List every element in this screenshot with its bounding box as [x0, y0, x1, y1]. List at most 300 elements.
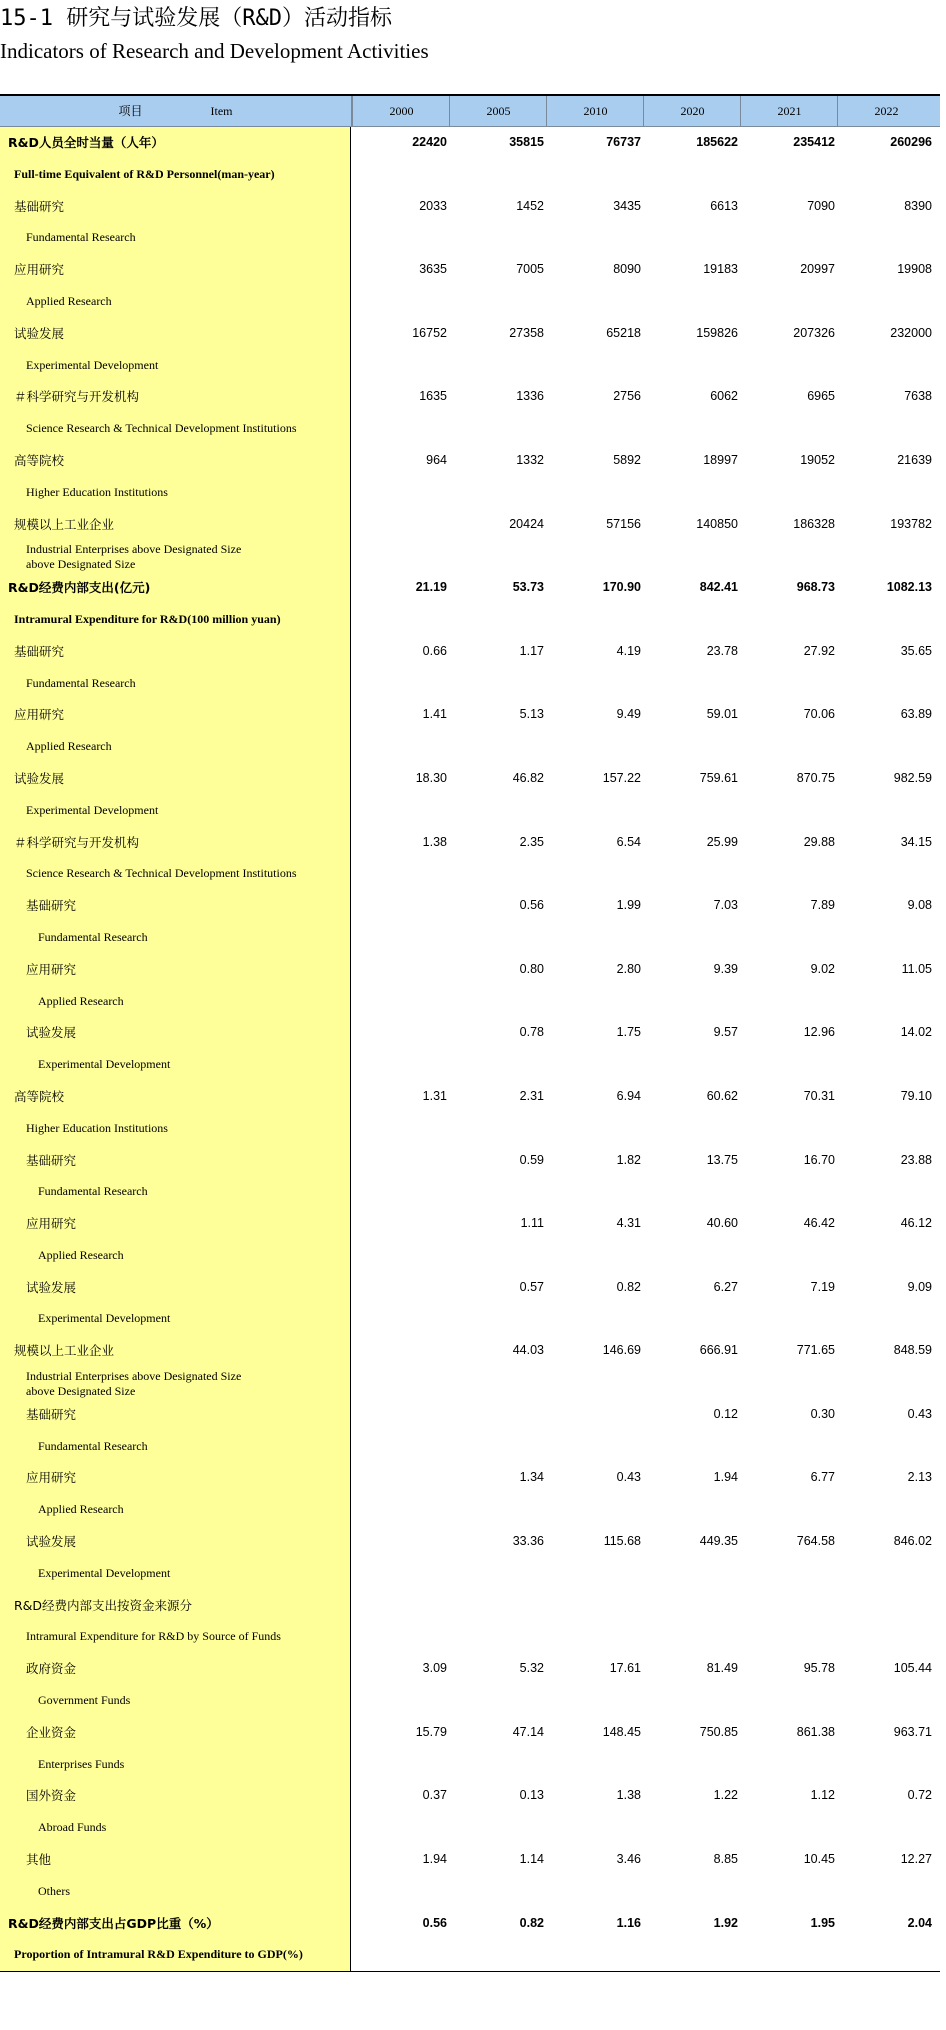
value-cell: 2.31 [519, 1088, 544, 1103]
row-label: Higher Education Institutions [26, 1120, 168, 1135]
table-row [0, 858, 940, 890]
row-label-cell [0, 1812, 351, 1844]
value-cell: 40.60 [706, 1216, 738, 1231]
table-row [0, 445, 940, 477]
row-label: Experimental Development [26, 802, 159, 817]
table-row [0, 1749, 940, 1781]
value-cell: 157.22 [602, 770, 641, 785]
value-cell: 1.17 [519, 643, 544, 658]
table-row [0, 636, 940, 668]
value-cell: 3.46 [616, 1852, 641, 1867]
row-label-cell [0, 1017, 351, 1049]
value-cell: 1.99 [616, 898, 641, 913]
value-cell: 34.15 [900, 834, 932, 849]
value-cell: 13.75 [706, 1152, 738, 1167]
row-label: ＃科学研究与开发机构 [14, 389, 140, 405]
header-year: 2000 [352, 96, 450, 126]
row-label-cell [0, 890, 351, 922]
row-label: R&D经费内部支出按资金来源分 [14, 1597, 193, 1613]
row-label: Applied Research [26, 739, 112, 754]
table-row [0, 1653, 940, 1685]
value-cell: 235412 [793, 135, 835, 149]
value-cell: 2033 [419, 198, 447, 213]
row-label-cell [0, 1939, 351, 1971]
header-year: 2020 [643, 96, 741, 126]
row-label-cell [0, 1462, 351, 1494]
value-cell: 22420 [412, 135, 447, 149]
row-label: 试验发展 [26, 1534, 77, 1550]
row-label: Industrial Enterprises above Designated Size [26, 1369, 242, 1384]
value-cell: 0.30 [810, 1406, 835, 1421]
table-row [0, 1113, 940, 1145]
value-cell: 33.36 [512, 1534, 544, 1549]
header-year: 2005 [449, 96, 547, 126]
value-cell: 260296 [890, 135, 932, 149]
value-cell: 76737 [606, 135, 641, 149]
row-label-cell [0, 1717, 351, 1749]
row-label-cell [0, 1208, 351, 1240]
table-row [0, 1621, 940, 1653]
value-cell: 159826 [696, 325, 738, 340]
row-label: Fundamental Research [26, 675, 136, 690]
row-label-cell [0, 1749, 351, 1781]
value-cell: 964 [426, 452, 447, 467]
table-row [0, 668, 940, 700]
row-label: Fundamental Research [38, 1184, 148, 1199]
table-row [0, 222, 940, 254]
value-cell: 7005 [516, 262, 544, 277]
row-label: 规模以上工业企业 [14, 516, 115, 532]
table-row [0, 731, 940, 763]
table-row [0, 572, 940, 604]
row-label: 基础研究 [14, 643, 65, 659]
value-cell: 7.19 [810, 1279, 835, 1294]
row-label-cell [0, 350, 351, 382]
row-label-cell [0, 1240, 351, 1272]
value-cell: 1635 [419, 389, 447, 404]
value-cell: 6613 [710, 198, 738, 213]
value-cell: 2.04 [907, 1915, 932, 1930]
row-label: 基础研究 [14, 198, 65, 214]
row-label: R&D经费内部支出占GDP比重（%） [8, 1915, 219, 1931]
value-cell: 1.16 [616, 1915, 641, 1930]
table-row [0, 286, 940, 318]
value-cell: 29.88 [803, 834, 835, 849]
table-row [0, 1367, 940, 1399]
value-cell: 3435 [613, 198, 641, 213]
value-cell: 11.05 [901, 961, 932, 976]
table-row [0, 413, 940, 445]
row-label-cell [0, 1844, 351, 1876]
row-label: Fundamental Research [38, 929, 148, 944]
table-row [0, 1176, 940, 1208]
row-label: Enterprises Funds [38, 1756, 125, 1771]
value-cell: 6965 [807, 389, 835, 404]
value-cell: 207326 [793, 325, 835, 340]
row-label-cell [0, 827, 351, 859]
row-label-cell [0, 1113, 351, 1145]
table-row [0, 922, 940, 954]
value-cell: 25.99 [706, 834, 738, 849]
value-cell: 1.95 [810, 1915, 835, 1930]
table-row [0, 1399, 940, 1431]
table-row [0, 1939, 940, 1971]
row-label: 试验发展 [26, 1279, 77, 1295]
row-label-cell [0, 1876, 351, 1908]
value-cell: 4.19 [616, 643, 641, 658]
value-cell: 0.66 [422, 643, 447, 658]
value-cell: 1.94 [422, 1852, 447, 1867]
value-cell: 12.96 [803, 1025, 835, 1040]
value-cell: 1336 [516, 389, 544, 404]
value-cell: 95.78 [803, 1661, 835, 1676]
value-cell: 1.75 [616, 1025, 641, 1040]
value-cell: 12.27 [900, 1852, 932, 1867]
row-label-cell [0, 191, 351, 223]
table-row [0, 763, 940, 795]
value-cell: 1.11 [520, 1216, 544, 1231]
value-cell: 19183 [703, 262, 738, 277]
value-cell: 0.43 [616, 1470, 641, 1485]
value-cell: 81.49 [706, 1661, 738, 1676]
value-cell: 6.94 [616, 1088, 641, 1103]
row-label-cell [0, 1049, 351, 1081]
indicators-table [0, 94, 940, 1971]
value-cell: 6.77 [810, 1470, 835, 1485]
value-cell: 65218 [606, 325, 641, 340]
value-cell: 861.38 [796, 1724, 835, 1739]
row-label: Science Research & Technical Development Institutions [26, 866, 297, 881]
value-cell: 764.58 [796, 1534, 835, 1549]
value-cell: 759.61 [699, 770, 738, 785]
row-label-cell [0, 1367, 351, 1399]
value-cell: 35815 [509, 135, 544, 149]
value-cell: 140850 [696, 516, 738, 531]
value-cell: 27358 [509, 325, 544, 340]
table-row [0, 1526, 940, 1558]
value-cell: 18.30 [415, 770, 447, 785]
value-cell: 0.56 [519, 898, 544, 913]
table-row [0, 540, 940, 572]
row-label: Applied Research [26, 293, 112, 308]
value-cell: 5.13 [519, 707, 544, 722]
row-label: 规模以上工业企业 [14, 1343, 115, 1359]
row-label-cell [0, 318, 351, 350]
row-label-cell [0, 1335, 351, 1367]
table-row [0, 986, 940, 1018]
row-label-cell [0, 636, 351, 668]
value-cell: 19052 [800, 452, 835, 467]
value-cell: 115.68 [603, 1534, 641, 1549]
value-cell: 170.90 [602, 580, 641, 595]
row-label-cell [0, 1780, 351, 1812]
value-cell: 46.12 [900, 1216, 932, 1231]
row-label: 应用研究 [14, 707, 65, 723]
row-label-cell [0, 1431, 351, 1463]
row-label: 企业资金 [26, 1724, 77, 1740]
table-row [0, 1272, 940, 1304]
value-cell: 185622 [696, 135, 738, 149]
value-cell: 1.12 [810, 1788, 835, 1803]
table-row [0, 509, 940, 541]
value-cell: 10.45 [803, 1852, 835, 1867]
value-cell: 1332 [516, 452, 544, 467]
value-cell: 870.75 [796, 770, 835, 785]
value-cell: 848.59 [893, 1343, 932, 1358]
value-cell: 7.89 [810, 898, 835, 913]
row-label: Applied Research [38, 1247, 124, 1262]
value-cell: 23.88 [900, 1152, 932, 1167]
table-row [0, 1240, 940, 1272]
value-cell: 20997 [800, 262, 835, 277]
table-row [0, 254, 940, 286]
table-row [0, 1303, 940, 1335]
value-cell: 7.03 [713, 898, 738, 913]
value-cell: 0.78 [519, 1025, 544, 1040]
value-cell: 0.56 [422, 1915, 447, 1930]
row-label: 试验发展 [26, 1025, 77, 1041]
value-cell: 15.79 [415, 1724, 447, 1739]
row-label-cell [0, 159, 351, 191]
value-cell: 53.73 [512, 580, 544, 595]
value-cell: 0.37 [422, 1788, 447, 1803]
row-label-cell [0, 795, 351, 827]
value-cell: 846.02 [893, 1534, 932, 1549]
table-row [0, 1431, 940, 1463]
value-cell: 1.31 [422, 1088, 447, 1103]
row-label-cell [0, 922, 351, 954]
row-label: Experimental Development [38, 1057, 171, 1072]
row-label: 其他 [26, 1852, 52, 1868]
value-cell: 19908 [897, 262, 932, 277]
value-cell: 0.72 [907, 1788, 932, 1803]
row-label: 试验发展 [14, 770, 65, 786]
table-row [0, 381, 940, 413]
header-year: 2010 [546, 96, 644, 126]
value-cell: 9.57 [713, 1025, 738, 1040]
row-label-cell [0, 1908, 351, 1940]
row-label: R&D经费内部支出(亿元) [8, 580, 151, 596]
row-label-cell [0, 254, 351, 286]
value-cell: 1.38 [616, 1788, 641, 1803]
row-label-cell [0, 986, 351, 1018]
row-label: Science Research & Technical Development Institutions [26, 421, 297, 436]
row-label-cell [0, 127, 351, 159]
value-cell: 16.70 [803, 1152, 835, 1167]
row-label-cell [0, 763, 351, 795]
row-label-cell [0, 413, 351, 445]
value-cell: 1.94 [713, 1470, 738, 1485]
table-row [0, 1208, 940, 1240]
value-cell: 23.78 [706, 643, 738, 658]
row-label-cell [0, 1303, 351, 1335]
row-label: 应用研究 [26, 1470, 77, 1486]
value-cell: 5.32 [519, 1661, 544, 1676]
row-label: Fundamental Research [26, 230, 136, 245]
value-cell: 18997 [703, 452, 738, 467]
value-cell: 9.49 [616, 707, 641, 722]
value-cell: 963.71 [893, 1724, 932, 1739]
value-cell: 46.82 [512, 770, 544, 785]
row-label-cell [0, 1558, 351, 1590]
header-year: 2021 [740, 96, 838, 126]
table-row [0, 1844, 940, 1876]
value-cell: 3635 [419, 262, 447, 277]
table-row [0, 1717, 940, 1749]
value-cell: 59.01 [706, 707, 738, 722]
row-label: 试验发展 [14, 325, 65, 341]
table-row [0, 1049, 940, 1081]
value-cell: 1.14 [519, 1852, 544, 1867]
value-cell: 9.02 [810, 961, 835, 976]
value-cell: 7638 [904, 389, 932, 404]
table-row [0, 1335, 940, 1367]
row-label-cell [0, 1526, 351, 1558]
row-label-cell [0, 1081, 351, 1113]
value-cell: 0.13 [519, 1788, 544, 1803]
row-label: 应用研究 [26, 961, 77, 977]
value-cell: 842.41 [699, 580, 738, 595]
header-year: 2022 [837, 96, 935, 126]
row-label-cell [0, 222, 351, 254]
value-cell: 63.89 [900, 707, 932, 722]
value-cell: 9.39 [713, 961, 738, 976]
row-label-cell [0, 731, 351, 763]
value-cell: 1.82 [616, 1152, 641, 1167]
row-label-cell [0, 604, 351, 636]
row-label-cell [0, 1621, 351, 1653]
value-cell: 186328 [793, 516, 835, 531]
value-cell: 2.80 [616, 961, 641, 976]
value-cell: 1.34 [519, 1470, 544, 1485]
value-cell: 21639 [897, 452, 932, 467]
value-cell: 9.08 [907, 898, 932, 913]
value-cell: 0.43 [907, 1406, 932, 1421]
value-cell: 5892 [613, 452, 641, 467]
value-cell: 232000 [890, 325, 932, 340]
page-title-cn: 15-1 研究与试验发展（R&D）活动指标 [0, 6, 392, 31]
row-label: 基础研究 [26, 1152, 77, 1168]
value-cell: 146.69 [602, 1343, 641, 1358]
table-row [0, 1145, 940, 1177]
row-label: Intramural Expenditure for R&D(100 million yuan) [14, 611, 281, 626]
table-row [0, 159, 940, 191]
value-cell: 1082.13 [886, 580, 932, 595]
header-item [0, 96, 352, 126]
row-label: Experimental Development [38, 1311, 171, 1326]
value-cell: 1.92 [713, 1915, 738, 1930]
row-label: Intramural Expenditure for R&D by Source of Funds [26, 1629, 281, 1644]
row-label-cell [0, 1176, 351, 1208]
value-cell: 9.09 [907, 1279, 932, 1294]
table-row [0, 1908, 940, 1940]
row-label-cell [0, 1399, 351, 1431]
row-label: 应用研究 [14, 262, 65, 278]
table-row [0, 1812, 940, 1844]
row-label-cell [0, 668, 351, 700]
row-label: 高等院校 [14, 452, 65, 468]
value-cell: 0.59 [519, 1152, 544, 1167]
row-label-cell [0, 381, 351, 413]
value-cell: 6.27 [713, 1279, 738, 1294]
value-cell: 2.35 [519, 834, 544, 849]
row-label-cell [0, 1272, 351, 1304]
row-label: Industrial Enterprises above Designated Size [26, 542, 242, 557]
value-cell: 0.80 [519, 961, 544, 976]
value-cell: 14.02 [900, 1025, 932, 1040]
row-label: 高等院校 [14, 1088, 65, 1104]
row-label: Others [38, 1883, 70, 1898]
row-label: Experimental Development [38, 1565, 171, 1580]
row-label-cell [0, 1685, 351, 1717]
value-cell: 1.38 [422, 834, 447, 849]
table-row [0, 795, 940, 827]
value-cell: 70.31 [803, 1088, 835, 1103]
value-cell: 0.82 [616, 1279, 641, 1294]
table-body [0, 127, 940, 1971]
value-cell: 4.31 [616, 1216, 641, 1231]
value-cell: 20424 [509, 516, 544, 531]
value-cell: 70.06 [803, 707, 835, 722]
row-label: Full-time Equivalent of R&D Personnel(man-year) [14, 166, 275, 181]
row-label-cell [0, 1494, 351, 1526]
value-cell: 750.85 [699, 1724, 738, 1739]
row-label: 国外资金 [26, 1788, 77, 1804]
value-cell: 60.62 [706, 1088, 738, 1103]
value-cell: 771.65 [796, 1343, 835, 1358]
row-label-cell [0, 1145, 351, 1177]
value-cell: 105.44 [893, 1661, 932, 1676]
row-label: ＃科学研究与开发机构 [14, 834, 140, 850]
row-label: Higher Education Institutions [26, 484, 168, 499]
value-cell: 1.41 [422, 707, 447, 722]
value-cell: 982.59 [893, 770, 932, 785]
row-label: 基础研究 [26, 1406, 77, 1422]
table-bottom-rule [0, 1971, 940, 1972]
row-label-cell [0, 477, 351, 509]
row-label-cell [0, 540, 351, 572]
page-title-en: Indicators of Research and Development Activities [0, 39, 429, 63]
value-cell: 3.09 [422, 1661, 447, 1676]
value-cell: 44.03 [512, 1343, 544, 1358]
value-cell: 148.45 [602, 1724, 641, 1739]
value-cell: 2756 [613, 389, 641, 404]
value-cell: 8.85 [713, 1852, 738, 1867]
row-label-cell [0, 858, 351, 890]
row-label: Fundamental Research [38, 1438, 148, 1453]
table-row [0, 191, 940, 223]
value-cell: 8090 [613, 262, 641, 277]
value-cell: 47.14 [512, 1724, 544, 1739]
table-row [0, 1558, 940, 1590]
row-label-cell [0, 954, 351, 986]
value-cell: 2.13 [907, 1470, 932, 1485]
row-label: 基础研究 [26, 898, 77, 914]
row-label-cell [0, 1590, 351, 1622]
value-cell: 35.65 [900, 643, 932, 658]
value-cell: 16752 [412, 325, 447, 340]
table-row [0, 1494, 940, 1526]
table-row [0, 890, 940, 922]
table-row [0, 1462, 940, 1494]
row-label-cell [0, 509, 351, 541]
table-row [0, 1780, 940, 1812]
table-row [0, 954, 940, 986]
value-cell: 21.19 [415, 580, 447, 595]
value-cell: 0.12 [713, 1406, 738, 1421]
row-label-continuation: above Designated Size [26, 557, 136, 572]
value-cell: 193782 [890, 516, 932, 531]
